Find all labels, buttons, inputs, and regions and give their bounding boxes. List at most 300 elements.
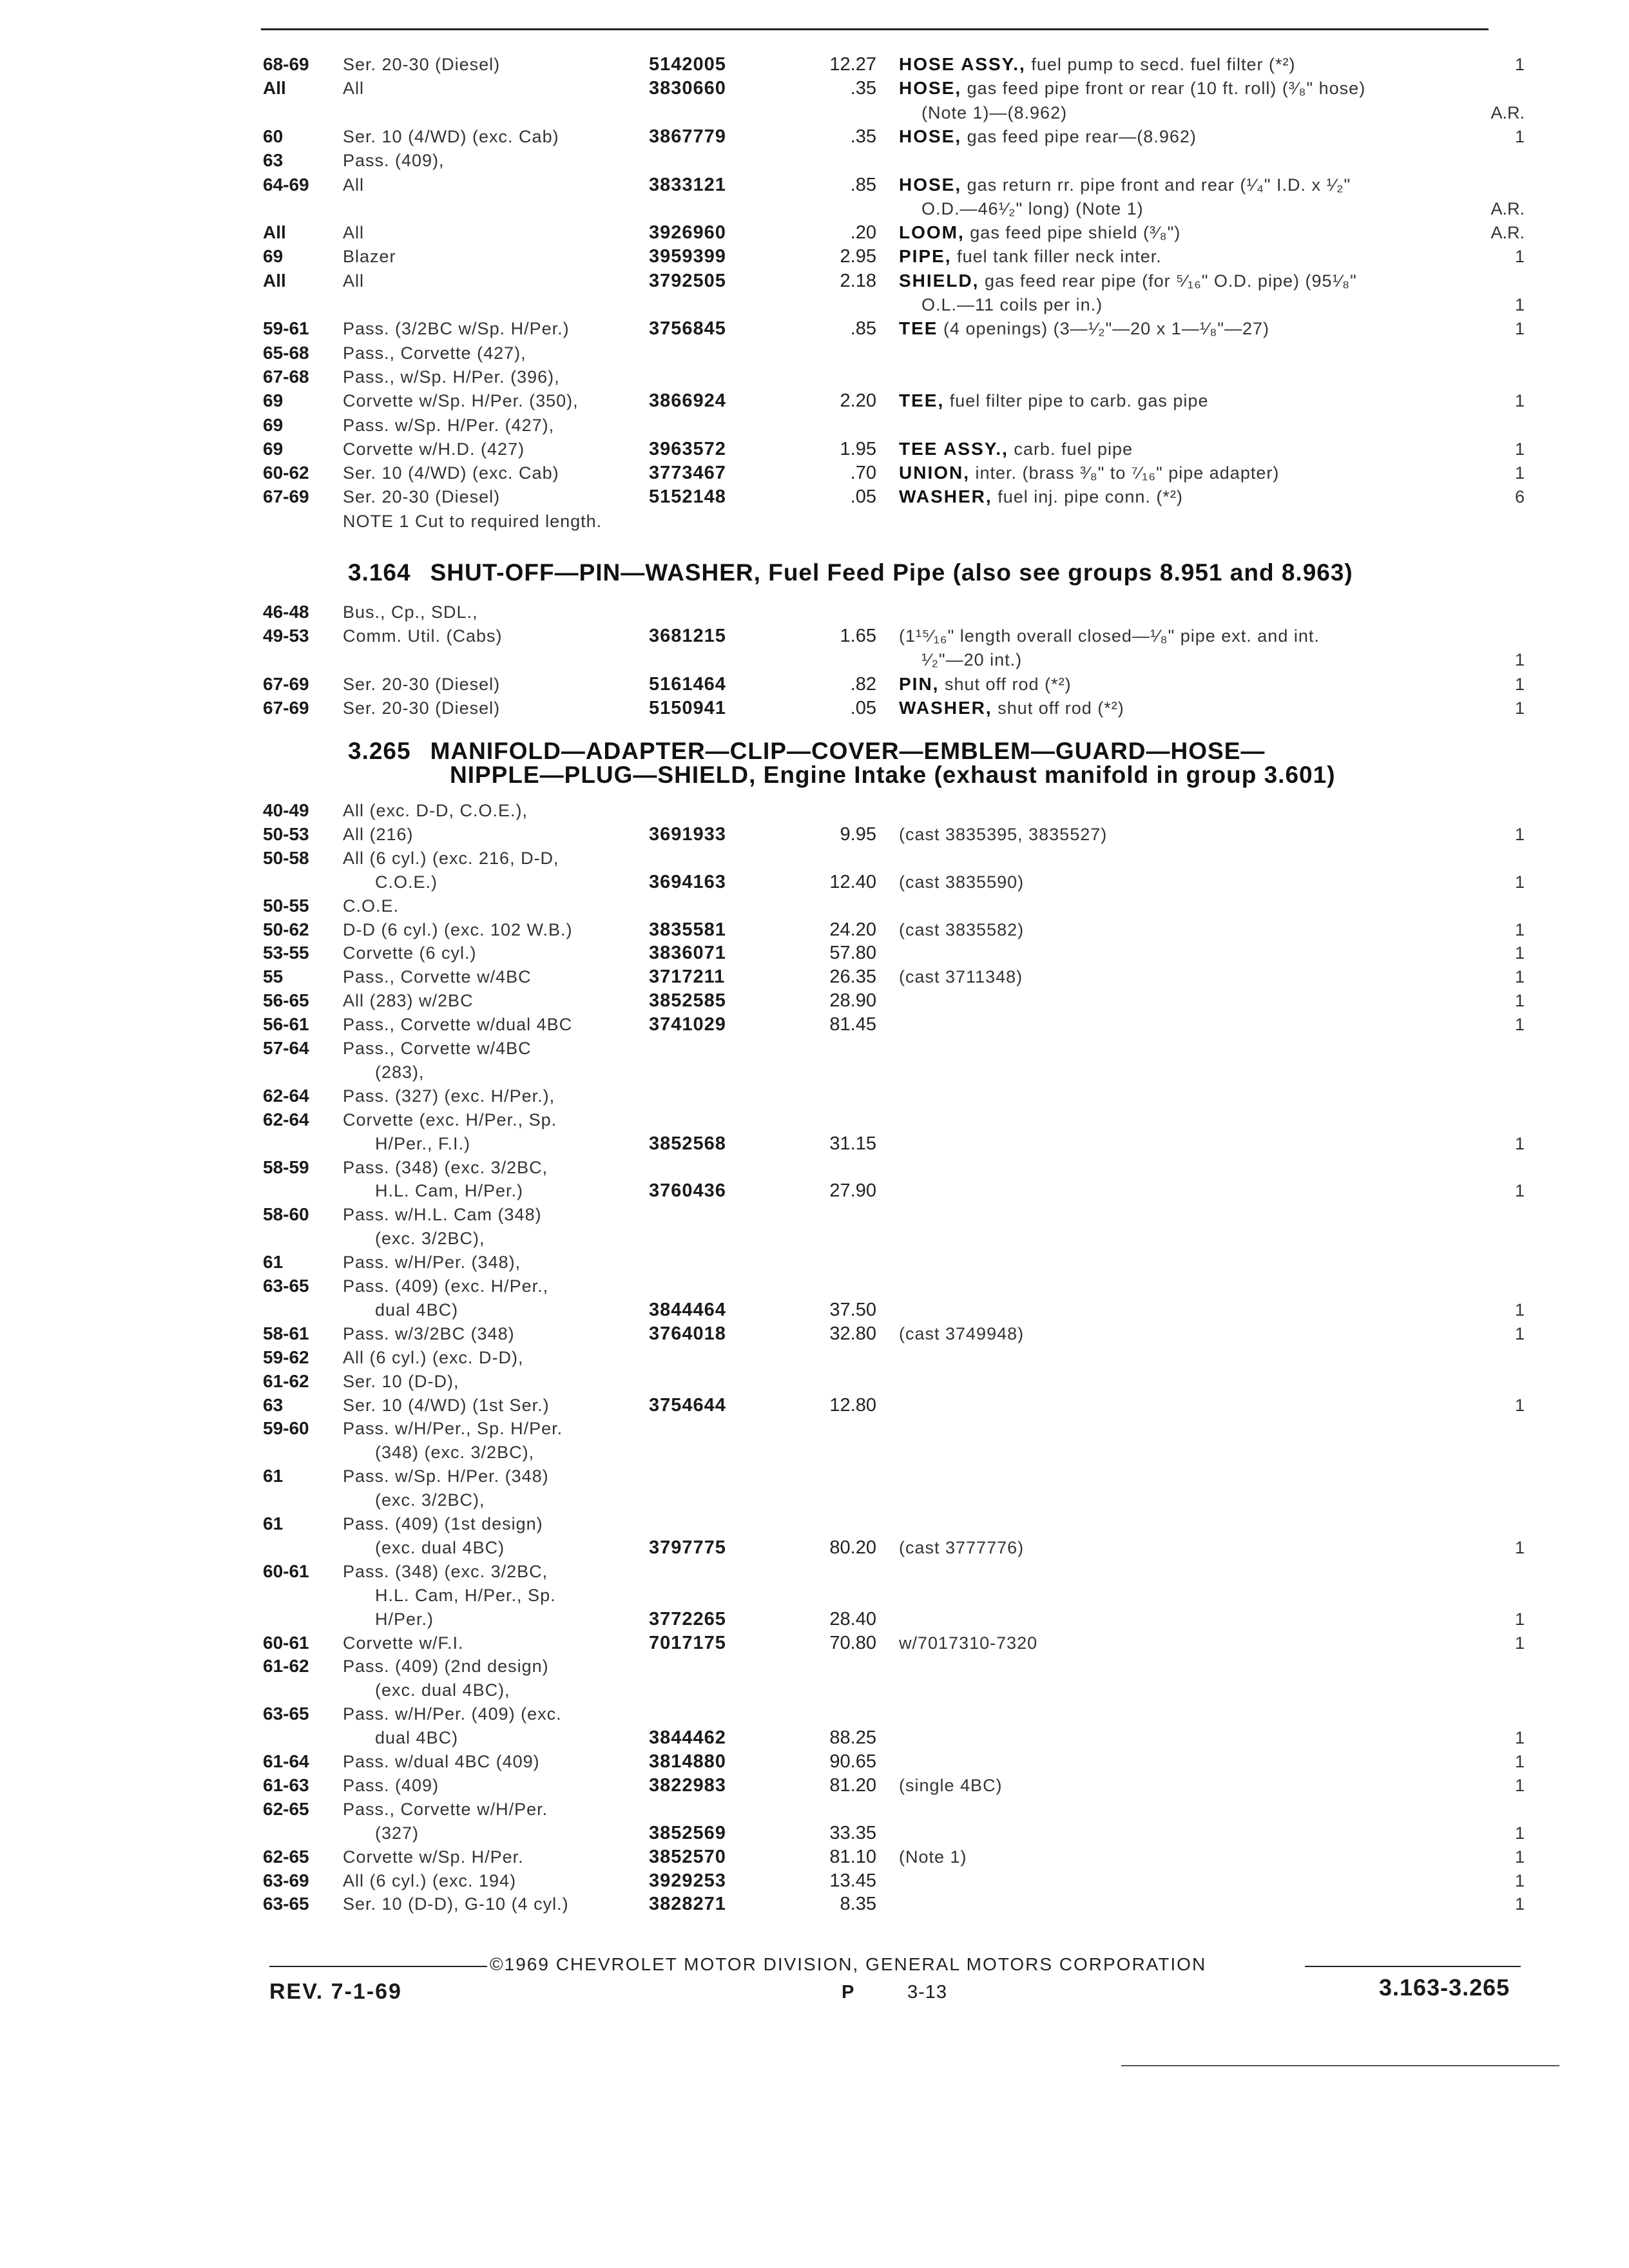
application: All (6 cyl.) (exc. D-D), <box>343 1347 524 1367</box>
model-years: 58-60 <box>263 1204 309 1225</box>
part-name: SHIELD, <box>899 270 979 291</box>
model-years: 61-62 <box>263 1370 309 1391</box>
quantity: 1 <box>1514 319 1525 339</box>
quantity: 1 <box>1514 247 1525 267</box>
application: Pass., Corvette w/4BC <box>343 967 532 987</box>
part-number: 3844462 <box>649 1727 726 1749</box>
group-range: 3.163-3.265 <box>1379 1974 1510 2001</box>
model-years: 63 <box>263 150 284 171</box>
table-row <box>0 510 1629 533</box>
quantity: A.R. <box>1490 198 1525 218</box>
part-description <box>921 197 1144 220</box>
application: Ser. 10 (4/WD) (1st Ser.) <box>343 1395 550 1415</box>
table-row <box>0 197 1629 220</box>
table-row <box>0 437 1629 461</box>
model-years: 61 <box>263 1466 284 1486</box>
model-years: 63 <box>263 1394 284 1415</box>
part-name: WASHER, <box>899 697 992 718</box>
list-price: 24.20 <box>829 919 876 940</box>
model-years: 50-58 <box>263 847 309 868</box>
model-years: 40-49 <box>263 800 309 820</box>
table-row <box>0 1322 1629 1345</box>
application: Pass. (409) (exc. H/Per., <box>343 1276 549 1296</box>
part-description <box>899 53 1295 76</box>
model-years: 65-68 <box>263 342 309 363</box>
table-row <box>0 1108 1629 1131</box>
footer-rule-right <box>1305 1966 1521 1967</box>
list-price: 31.15 <box>829 1133 876 1154</box>
model-years: 62-64 <box>263 1085 309 1106</box>
part-description <box>899 461 1279 485</box>
quantity: 1 <box>1514 1181 1525 1201</box>
bottom-scan-rule <box>1121 2065 1559 2066</box>
quantity: 1 <box>1514 126 1525 146</box>
application: Pass. w/Sp. H/Per. (427), <box>343 415 555 435</box>
part-number: 3835581 <box>649 919 726 940</box>
application: Corvette w/Sp. H/Per. (350), <box>343 391 579 411</box>
model-years: All <box>263 78 286 99</box>
model-years: 53-55 <box>263 943 309 963</box>
table-row <box>0 1013 1629 1036</box>
table-row <box>0 1037 1629 1060</box>
quantity: 1 <box>1514 1894 1525 1914</box>
table-row <box>0 317 1629 340</box>
application: All (6 cyl.) (exc. 194) <box>343 1870 517 1890</box>
part-name: HOSE, <box>899 174 962 195</box>
part-detail: w/7017310-7320 <box>899 1633 1038 1653</box>
table-row <box>0 799 1629 822</box>
part-number: 3852585 <box>649 990 726 1012</box>
list-price: .20 <box>850 222 876 244</box>
table-row <box>0 1417 1629 1440</box>
model-years: 69 <box>263 414 284 435</box>
list-price: 2.95 <box>840 246 876 267</box>
part-name: HOSE ASSY., <box>899 54 1026 74</box>
list-price: 57.80 <box>829 943 876 964</box>
part-number: 3756845 <box>649 318 726 340</box>
quantity: 1 <box>1514 1323 1525 1343</box>
part-detail: shut off rod (*²) <box>944 674 1072 694</box>
table-row <box>0 1774 1629 1797</box>
list-price: .05 <box>850 486 876 508</box>
part-number: 5142005 <box>649 54 726 75</box>
list-price: 8.35 <box>840 1894 876 1915</box>
table-row <box>0 1084 1629 1108</box>
model-years: 60-61 <box>263 1632 309 1653</box>
part-detail: O.D.—46¹⁄₂" long) (Note 1) <box>921 198 1144 218</box>
part-number: 3792505 <box>649 270 726 291</box>
application: Pass. (409) <box>343 1775 439 1795</box>
list-price: 37.50 <box>829 1299 876 1320</box>
part-description <box>899 1774 1003 1797</box>
application: Ser. 10 (D-D), G-10 (4 cyl.) <box>343 1894 569 1914</box>
table-row <box>0 1227 1629 1250</box>
application: All (283) w/2BC <box>343 991 474 1011</box>
application: (327) <box>375 1823 419 1843</box>
application: Pass. w/H/Per., Sp. H/Per. <box>343 1419 563 1439</box>
table-row <box>0 918 1629 941</box>
table-row <box>0 1869 1629 1892</box>
part-number: 3741029 <box>649 1014 726 1035</box>
model-years: 61-62 <box>263 1656 309 1677</box>
part-number: 3822983 <box>649 1774 726 1796</box>
quantity: A.R. <box>1490 102 1525 122</box>
part-description <box>899 173 1351 197</box>
list-price: .35 <box>850 78 876 99</box>
part-detail: shut off rod (*²) <box>998 698 1124 718</box>
list-price: .70 <box>850 463 876 484</box>
part-detail: (1¹⁵⁄₁₆" length overall closed—¹⁄₈" pipe ext. and int. <box>899 626 1320 646</box>
application: Ser. 10 (4/WD) (exc. Cab) <box>343 126 559 146</box>
quantity: 1 <box>1514 967 1525 987</box>
model-years: 63-69 <box>263 1870 309 1890</box>
part-description <box>899 673 1072 696</box>
list-price: 2.18 <box>840 270 876 291</box>
part-description <box>899 965 1023 988</box>
application: Corvette w/Sp. H/Per. <box>343 1847 524 1867</box>
part-name: UNION, <box>899 463 970 483</box>
list-price: .82 <box>850 673 876 695</box>
table-row <box>0 1702 1629 1725</box>
model-years: 46-48 <box>263 602 309 622</box>
part-detail: fuel inj. pipe conn. (*²) <box>998 487 1183 507</box>
list-price: .35 <box>850 126 876 147</box>
part-detail: (single 4BC) <box>899 1775 1003 1795</box>
list-price: .85 <box>850 174 876 195</box>
model-years: 60 <box>263 126 284 146</box>
part-detail: ¹⁄₂"—20 int.) <box>921 650 1023 670</box>
application: H/Per., F.I.) <box>375 1133 471 1153</box>
part-number: 3867779 <box>649 126 726 147</box>
table-row <box>0 221 1629 244</box>
model-years: 59-61 <box>263 318 309 339</box>
model-years: 69 <box>263 246 284 267</box>
quantity: 1 <box>1514 650 1525 670</box>
quantity: 1 <box>1514 439 1525 459</box>
table-row <box>0 870 1629 894</box>
model-years: 62-65 <box>263 1846 309 1867</box>
list-price: 33.35 <box>829 1822 876 1843</box>
table-row <box>0 1441 1629 1464</box>
model-years: 61 <box>263 1252 284 1273</box>
part-description <box>921 293 1103 316</box>
table-row <box>0 485 1629 508</box>
table-row <box>0 1394 1629 1417</box>
quantity: 1 <box>1514 674 1525 694</box>
list-price: 1.95 <box>840 438 876 459</box>
section-heading-3265 <box>348 738 1265 765</box>
section-heading-3164 <box>348 559 1353 586</box>
application: Pass., Corvette w/H/Per. <box>343 1799 548 1819</box>
table-row <box>0 414 1629 437</box>
model-years: 61-63 <box>263 1774 309 1795</box>
part-name: PIN, <box>899 673 940 694</box>
table-row <box>0 1821 1629 1845</box>
table-row <box>0 1179 1629 1202</box>
revision-date: REV. 7-1-69 <box>269 1979 402 2004</box>
table-row <box>0 1845 1629 1869</box>
quantity: 6 <box>1514 487 1525 507</box>
application: (348) (exc. 3/2BC), <box>375 1443 535 1463</box>
part-detail: gas return rr. pipe front and rear (¹⁄₄" I.D. x ¹⁄₂" <box>967 175 1351 195</box>
part-detail: fuel tank filler neck inter. <box>957 247 1162 267</box>
footer-copyright: ©1969 CHEVROLET MOTOR DIVISION, GENERAL MOTORS CORPORATION <box>490 1954 1207 1974</box>
model-years: 59-60 <box>263 1418 309 1439</box>
part-number: 3797775 <box>649 1537 726 1558</box>
model-years: 60-61 <box>263 1561 309 1581</box>
model-years: 57-64 <box>263 1038 309 1058</box>
application: (exc. dual 4BC) <box>375 1537 505 1557</box>
table-row <box>0 1251 1629 1274</box>
model-years: 61-64 <box>263 1751 309 1771</box>
table-row <box>0 1726 1629 1749</box>
part-number: 3754644 <box>649 1394 726 1416</box>
part-number: 3929253 <box>649 1870 726 1891</box>
part-number: 3959399 <box>649 246 726 267</box>
application: Pass. (409) (2nd design) <box>343 1657 549 1677</box>
part-description <box>899 624 1320 648</box>
part-number: 3764018 <box>649 1323 726 1344</box>
part-number: 3926960 <box>649 222 726 244</box>
table-row <box>0 673 1629 696</box>
table-row <box>0 245 1629 268</box>
application: All <box>343 79 365 99</box>
part-description <box>899 125 1197 148</box>
table-row <box>0 1536 1629 1559</box>
part-number: 3773467 <box>649 463 726 484</box>
part-detail: (Note 1) <box>899 1847 967 1867</box>
part-description <box>899 823 1107 846</box>
table-row <box>0 624 1629 648</box>
application: Ser. 20-30 (Diesel) <box>343 698 501 718</box>
part-description <box>899 870 1024 894</box>
part-detail: gas feed pipe front or rear (10 ft. roll) (³⁄₈" hose) <box>967 79 1366 99</box>
application: Pass. w/H.L. Cam (348) <box>343 1205 542 1225</box>
part-name: PIPE, <box>899 246 952 267</box>
table-row <box>0 1370 1629 1393</box>
application: (exc. 3/2BC), <box>375 1229 485 1249</box>
list-price: .05 <box>850 697 876 718</box>
quantity: 1 <box>1514 55 1525 74</box>
application: Pass. w/Sp. H/Per. (348) <box>343 1466 549 1486</box>
application: Pass. w/3/2BC (348) <box>343 1323 515 1343</box>
quantity: 1 <box>1514 1847 1525 1867</box>
application: Ser. 10 (D-D), <box>343 1371 459 1391</box>
model-years: 69 <box>263 438 284 459</box>
part-description <box>899 1536 1024 1559</box>
part-description <box>921 648 1022 671</box>
quantity: 1 <box>1514 1775 1525 1795</box>
quantity: 1 <box>1514 1015 1525 1035</box>
table-row <box>0 1798 1629 1821</box>
quantity: 1 <box>1514 1633 1525 1653</box>
model-years: 56-61 <box>263 1014 309 1035</box>
application: Ser. 20-30 (Diesel) <box>343 55 501 74</box>
table-row <box>0 1678 1629 1702</box>
part-detail: fuel pump to secd. fuel filter (*²) <box>1031 55 1296 74</box>
table-row <box>0 1346 1629 1369</box>
model-years: 50-62 <box>263 919 309 939</box>
part-detail: (4 openings) (3—¹⁄₂"—20 x 1—¹⁄₈"—27) <box>943 319 1270 339</box>
list-price: 12.80 <box>829 1394 876 1416</box>
table-row <box>0 697 1629 720</box>
part-detail: (cast 3835395, 3835527) <box>899 824 1108 844</box>
quantity: 1 <box>1514 1752 1525 1771</box>
part-description <box>899 269 1357 293</box>
table-row <box>0 1512 1629 1535</box>
part-description <box>899 1845 967 1869</box>
part-number: 3760436 <box>649 1180 726 1202</box>
application: Pass., Corvette (427), <box>343 343 526 363</box>
model-years: 60-62 <box>263 463 309 483</box>
part-name: HOSE, <box>899 126 962 146</box>
application: All <box>343 271 365 291</box>
section-number: 3.265 <box>348 738 411 764</box>
list-price: 81.20 <box>829 1774 876 1796</box>
part-name: TEE, <box>899 390 945 411</box>
table-row <box>0 894 1629 918</box>
list-price: 88.25 <box>829 1727 876 1749</box>
table-row <box>0 1203 1629 1226</box>
part-name: HOSE, <box>899 78 962 99</box>
part-number: 3852570 <box>649 1846 726 1867</box>
part-detail: carb. fuel pipe <box>1014 439 1133 459</box>
application: Pass. (3/2BC w/Sp. H/Per.) <box>343 319 570 339</box>
table-row <box>0 1061 1629 1084</box>
model-years: 58-59 <box>263 1157 309 1177</box>
application: All (216) <box>343 824 414 844</box>
quantity: A.R. <box>1490 223 1525 243</box>
model-years: 62-65 <box>263 1798 309 1819</box>
model-years: 69 <box>263 390 284 411</box>
application: (283), <box>375 1062 425 1082</box>
part-number: 3681215 <box>649 626 726 647</box>
application: Pass. w/H/Per. (348), <box>343 1253 521 1273</box>
model-years: 63-65 <box>263 1276 309 1296</box>
application: Pass., Corvette w/4BC <box>343 1039 532 1058</box>
table-row <box>0 1750 1629 1773</box>
table-row <box>0 1560 1629 1583</box>
list-price: 81.45 <box>829 1014 876 1035</box>
section-title: SHUT-OFF—PIN—WASHER, Fuel Feed Pipe (also see groups 8.951 and 8.963) <box>430 559 1353 586</box>
table-row <box>0 341 1629 365</box>
list-price: 27.90 <box>829 1180 876 1202</box>
quantity: 1 <box>1514 824 1525 844</box>
application: Corvette (6 cyl.) <box>343 943 477 963</box>
footer-rule-left <box>269 1966 487 1967</box>
model-years: 56-65 <box>263 990 309 1011</box>
part-number: 3830660 <box>649 78 726 99</box>
application: Pass. (348) (exc. 3/2BC, <box>343 1157 548 1177</box>
part-detail: gas feed rear pipe (for ⁵⁄₁₆" O.D. pipe) (95¹⁄₈" <box>984 271 1357 291</box>
table-row <box>0 965 1629 988</box>
table-row <box>0 365 1629 389</box>
quantity: 1 <box>1514 1133 1525 1153</box>
table-row <box>0 1465 1629 1488</box>
table-row <box>0 149 1629 172</box>
table-row <box>0 461 1629 485</box>
part-number: 3828271 <box>649 1894 726 1915</box>
application: Pass. (409), <box>343 151 445 171</box>
table-row <box>0 941 1629 965</box>
quantity: 1 <box>1514 295 1525 314</box>
model-years: 61 <box>263 1514 284 1533</box>
table-row <box>0 1274 1629 1298</box>
list-price: 12.40 <box>829 871 876 892</box>
list-price: 9.95 <box>840 823 876 845</box>
part-number: 3691933 <box>649 823 726 845</box>
application: Pass., Corvette w/dual 4BC <box>343 1015 573 1035</box>
list-price: 81.10 <box>829 1846 876 1867</box>
model-years: 59-62 <box>263 1347 309 1367</box>
part-detail: (cast 3835582) <box>899 919 1025 939</box>
part-detail: fuel filter pipe to carb. gas pipe <box>949 391 1209 411</box>
table-row <box>0 601 1629 624</box>
part-description <box>899 77 1365 100</box>
part-description <box>899 437 1133 461</box>
table-row <box>0 125 1629 148</box>
table-row <box>0 389 1629 412</box>
table-row <box>0 1608 1629 1631</box>
model-years: 62-64 <box>263 1109 309 1129</box>
part-number: 3717211 <box>649 966 726 988</box>
part-description <box>921 101 1067 124</box>
application: Pass. (327) (exc. H/Per.), <box>343 1086 555 1106</box>
part-detail: (cast 3835590) <box>899 872 1025 892</box>
part-name: TEE ASSY., <box>899 438 1008 459</box>
part-number: 3844464 <box>649 1299 726 1320</box>
application: Corvette (exc. H/Per., Sp. <box>343 1110 557 1129</box>
model-years: All <box>263 270 286 291</box>
list-price: 1.65 <box>840 626 876 647</box>
model-years: 50-53 <box>263 823 309 844</box>
application: Ser. 20-30 (Diesel) <box>343 674 501 694</box>
application: C.O.E. <box>343 896 400 916</box>
part-detail: (cast 3749948) <box>899 1323 1025 1343</box>
quantity: 1 <box>1514 1609 1525 1629</box>
application: Blazer <box>343 247 396 267</box>
part-number: 3963572 <box>649 438 726 459</box>
model-years: 64-69 <box>263 174 309 195</box>
part-number: 3852568 <box>649 1133 726 1154</box>
table-row <box>0 648 1629 671</box>
quantity: 1 <box>1514 698 1525 718</box>
model-years: 67-69 <box>263 486 309 507</box>
application: H/Per.) <box>375 1609 434 1629</box>
application: Pass., w/Sp. H/Per. (396), <box>343 367 560 387</box>
application: All <box>343 175 365 195</box>
quantity: 1 <box>1514 1823 1525 1843</box>
page-letter: P <box>842 1982 854 2003</box>
table-row <box>0 1892 1629 1916</box>
part-description <box>899 1631 1037 1655</box>
table-row <box>0 173 1629 197</box>
model-years: 50-55 <box>263 895 309 916</box>
application: All <box>343 223 365 243</box>
table-row <box>0 1132 1629 1155</box>
part-description <box>899 1322 1024 1345</box>
part-description <box>899 245 1162 268</box>
model-years: 63-65 <box>263 1704 309 1724</box>
section-title-continued: NIPPLE—PLUG—SHIELD, Engine Intake (exhaust manifold in group 3.601) <box>450 762 1336 788</box>
model-years: 67-69 <box>263 697 309 718</box>
section-heading-3265-line2 <box>450 762 1336 789</box>
application: H.L. Cam, H/Per.) <box>375 1181 524 1201</box>
application: dual 4BC) <box>375 1300 459 1320</box>
model-years: 67-69 <box>263 673 309 694</box>
application: dual 4BC) <box>375 1728 459 1748</box>
application: (exc. 3/2BC), <box>375 1490 485 1510</box>
